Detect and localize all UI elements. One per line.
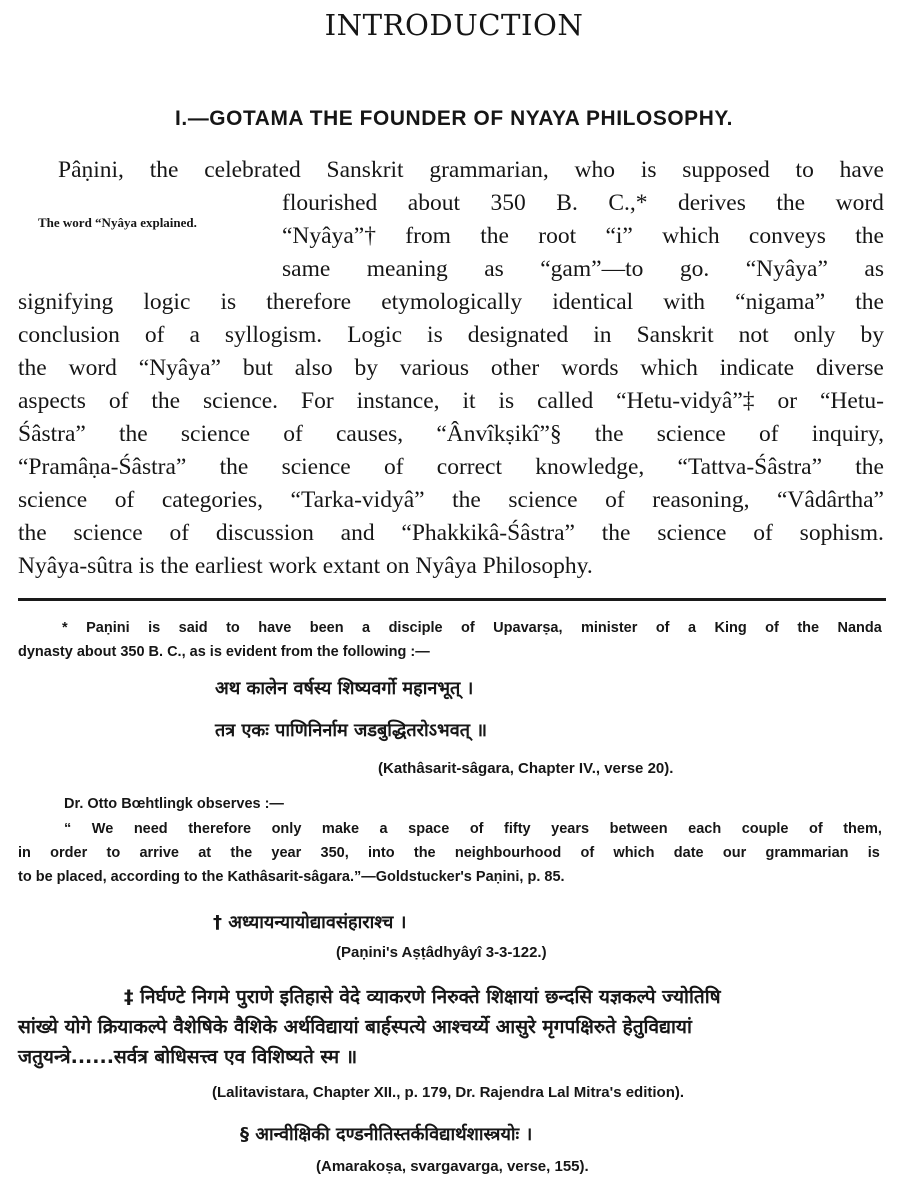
word: of [759,421,779,447]
word: in [18,845,31,861]
word: a [687,620,697,636]
word: which [662,223,720,249]
word: Sanskrit [636,322,714,348]
word: knowledge, [535,454,645,480]
word: of [765,620,779,636]
word: couple [741,821,789,837]
word: years [551,821,590,837]
word: is [220,289,237,315]
word: “Tarka-vidyâ” [290,487,425,513]
word: word [835,190,884,216]
word: therefore [266,289,352,315]
word: science [656,421,726,447]
word: Nanda [837,620,882,636]
word: of [605,487,625,513]
word: the [18,520,47,546]
word: of [809,821,823,837]
word: of [655,620,670,636]
word: “ [64,821,72,837]
margin-note: The word “Nyâya explained. [38,215,197,230]
word: need [133,821,168,837]
section-sanskrit: § आन्वीक्षिकी दण्डनीतिस्तर्कविद्यार्थशास्त्रयोः । [240,1124,533,1145]
word: in [593,322,612,348]
word: each [688,821,722,837]
word: words [561,355,619,381]
word: as [484,256,504,282]
word: various [399,355,470,381]
word: the [855,223,884,249]
word: the [119,421,148,447]
word: been [309,620,344,636]
word: but [242,355,273,381]
word: arrive [139,845,179,861]
word: them, [843,821,882,837]
ddagger-citation: (Lalitavistara, Chapter XII., p. 179, Dr. Rajendra Lal Mitra's edition). [212,1084,685,1101]
word: to [106,845,121,861]
footnote-star-line: dynasty about 350 B. C., as is evident from the following :— [18,644,430,660]
word: only [271,821,302,837]
word: who [574,157,616,183]
word: fifty [504,821,531,837]
word: same [282,256,331,282]
word: word [68,355,117,381]
word: between [609,821,668,837]
word: “Phakkikâ-Śâstra” [401,520,575,546]
word: “nigama” [735,289,826,315]
word: etymologically [381,289,523,315]
word: and [340,520,375,546]
word: the [776,190,806,216]
word: by [860,322,884,348]
sanskrit-verse: अथ कालेन वर्षस्य शिष्यवर्गो महानभूत् । [215,678,474,699]
word: C.,* [608,190,648,216]
word: “Pramâṇa-Śâstra” [18,454,187,480]
word: the [413,845,436,861]
word: it [462,388,476,414]
word: is [867,845,880,861]
body-line [18,517,884,550]
word: said [178,620,208,636]
word: the [855,454,884,480]
word: of [753,520,773,546]
word: 350 [490,190,526,216]
word: of [114,487,135,513]
word: aspects [18,388,86,414]
word: of [469,821,484,837]
dagger-sanskrit: † अध्यायन्यायोद्यावसंहाराश्च । [213,912,407,933]
word: For [301,388,334,414]
body-line [18,451,884,484]
body-line [18,385,884,418]
quote-line [64,817,882,841]
word: our [722,845,747,861]
word: instance, [356,388,440,414]
word: Upavarṣa, [493,620,563,636]
word: a [379,821,388,837]
body-line: Nyâya-sûtra is the earliest work extant on Nyâya Philosophy. [18,553,593,579]
word: also [294,355,333,381]
word: is [498,388,515,414]
sanskrit-verse: तत्र एकः पाणिनिर्नाम जडबुद्धितरोऽभवत् ॥ [215,720,488,741]
word: the [601,520,631,546]
footnote-divider [18,598,886,601]
word: with [663,289,706,315]
word: date [673,845,704,861]
word: the [18,355,47,381]
word: flourished [282,190,378,216]
ddagger-sanskrit: जतुयन्त्रे......सर्वत्र बोधिसत्त्व एव विशिष्यते स्म ॥ [18,1046,358,1068]
word: science [18,487,88,513]
word: “Vâdârtha” [777,487,884,513]
word: of [283,421,303,447]
word: order [50,845,88,861]
word: of [144,322,165,348]
word: the [594,421,624,447]
word: indicate [719,355,795,381]
body-line [18,418,884,451]
word: called [537,388,594,414]
dagger-citation: (Paṇini's Aṣṭâdhyâyî 3-3-122.) [336,944,547,961]
word: the [149,157,179,183]
word: reasoning, [652,487,750,513]
word: year [271,845,302,861]
body-line [18,484,884,517]
word: disciple [388,620,443,636]
word: designated [467,322,569,348]
word: of [461,620,475,636]
body-line [18,352,884,385]
word: signifying [18,289,114,315]
word: grammarian [765,845,849,861]
word: celebrated [204,157,301,183]
word: discussion [215,520,314,546]
word: the [219,454,249,480]
word: neighbourhood [454,845,562,861]
body-line [282,220,884,253]
word: as [864,256,884,282]
word: the [797,620,820,636]
body-line [18,319,884,352]
ddagger-sanskrit: ‡ निर्घण्टे निगमे पुराणे इतिहासे वेदे व्याकरणे निरुक्ते शिक्षायां छन्दसि यज्ञकल्पे ज्योतिषि [124,986,721,1008]
word: about [407,190,461,216]
word: space [408,821,450,837]
word: science [73,520,143,546]
word: conveys [748,223,826,249]
word: at [198,845,212,861]
word: root [538,223,577,249]
footnote-star-line [62,616,882,640]
body-line [18,286,884,319]
word: the [452,487,481,513]
word: Logic [347,322,403,348]
word: which [613,845,655,861]
word: logic [143,289,191,315]
word: go. [679,256,710,282]
word: of [108,388,129,414]
word: therefore [188,821,252,837]
page-heading: INTRODUCTION [324,8,584,42]
body-line [282,187,884,220]
word: is [427,322,443,348]
word: “i” [605,223,633,249]
word: “Hetu- [819,388,884,414]
word: Śâstra” [18,421,86,447]
word: of [169,520,190,546]
word: into [368,845,395,861]
word: the [855,289,884,315]
word: the [230,845,253,861]
word: science [281,454,351,480]
word: derives [678,190,746,216]
word: the [151,388,181,414]
ddagger-sanskrit: सांख्ये योगे क्रियाकल्पे वैशेषिके वैशिके अर्थविद्यायां बार्हस्पत्ये आश्चर्य्ये आसुरे मृगपक्षिरुते हेतुविद्यायां [18,1016,692,1038]
word: We [91,821,114,837]
word: “Nyâya” [138,355,221,381]
body-line [282,253,884,286]
word: science. [203,388,279,414]
word: correct [436,454,503,480]
quote-line: to be placed, according to the Kathâsarit-sâgara.”—Goldstucker's Paṇini, p. 85. [18,869,565,885]
word: “Tattva-Śâstra” [677,454,823,480]
word: minister [580,620,638,636]
word: a [362,620,371,636]
word: from [405,223,451,249]
word: science [657,520,727,546]
word: a [189,322,200,348]
word: B. [556,190,578,216]
word: “Ânvîkṣikî”§ [436,421,562,447]
verse-citation: (Kathâsarit-sâgara, Chapter IV., verse 20). [378,760,674,777]
word: Paṇini [86,620,130,636]
word: Sanskrit [326,157,404,183]
word: “Nyâya” [745,256,828,282]
word: sophism. [799,520,884,546]
word: or [777,388,798,414]
word: other [490,355,540,381]
word: supposed [682,157,770,183]
word: have [258,620,292,636]
word: is [148,620,161,636]
word: conclusion [18,322,120,348]
word: “Nyâya”† [282,223,376,249]
body-line [58,154,884,187]
word: is [640,157,657,183]
section-title: I.—GOTAMA THE FOUNDER OF NYAYA PHILOSOPHY. [175,107,733,130]
word: grammarian, [429,157,549,183]
word: to [795,157,814,183]
word: Pâṇini, [58,157,124,183]
word: diverse [816,355,884,381]
word: categories, [161,487,263,513]
word: “gam”—to [540,256,644,282]
word: only [793,322,836,348]
word: King [714,620,747,636]
word: not [738,322,769,348]
word: * [62,620,68,636]
word: to [226,620,240,636]
word: identical [552,289,634,315]
word: meaning [366,256,448,282]
word: 350, [320,845,349,861]
boehtlingk-intro: Dr. Otto Bœhtlingk observes :— [64,796,284,812]
word: causes, [335,421,404,447]
quote-line [18,841,880,865]
word: science [180,421,251,447]
word: of [383,454,404,480]
word: “Hetu-vidyâ”‡ [616,388,755,414]
word: make [321,821,360,837]
word: which [640,355,698,381]
word: by [354,355,378,381]
word: science [508,487,578,513]
word: of [580,845,595,861]
section-citation: (Amarakoṣa, svargavarga, verse, 155). [316,1158,589,1175]
word: the [480,223,509,249]
word: have [839,157,884,183]
word: syllogism. [224,322,323,348]
word: inquiry, [811,421,884,447]
